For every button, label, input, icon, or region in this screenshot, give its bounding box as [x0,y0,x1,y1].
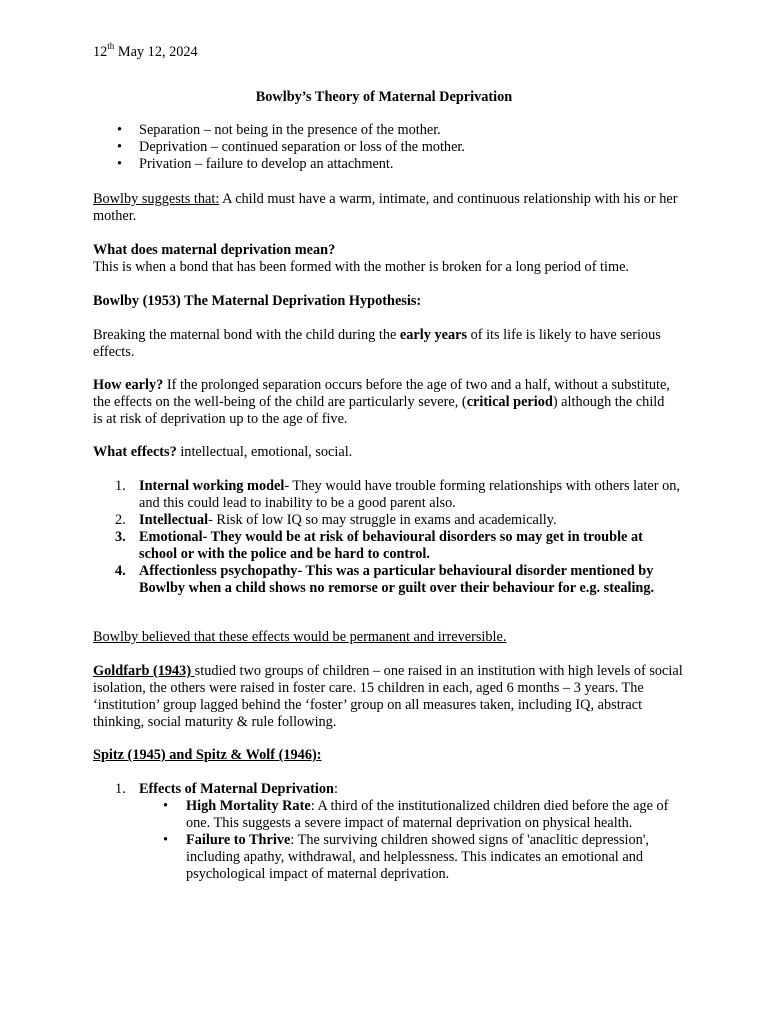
how-early-text: If the prolonged separation occurs before the age of two and a half, without a substitute, the effects on the well-being of the child are particularly severe, ( [93,377,670,410]
date-rest: May 12, 2024 [114,44,198,60]
spitz-list-colon: : [333,781,338,797]
bowlby-suggests-paragraph [93,191,683,225]
spitz-heading [93,747,683,764]
list-item [93,563,683,597]
date-day: 12 [93,44,108,60]
effects-text: intellectual, emotional, social. [176,444,353,460]
effect-description: - They would have trouble forming relationships with others later on, and this could lead to inability to be a good parent also. [139,478,680,511]
effect-description: - This was a particular behavioural disorder mentioned by Bowlby when a child shows no remorse or guilt over their behaviour for e.g. stealing. [139,563,655,596]
effect-title: Emotional [139,529,203,545]
effect-title: Intellectual [139,512,209,528]
sublist-item-title: High Mortality Rate [186,798,311,814]
date-suffix: th [107,41,115,52]
list-item: • Separation – not being in the presence of the mother. [93,122,465,139]
list-number: 4. [115,563,126,579]
effect-description: - Risk of low IQ so may struggle in exams and academically. [208,512,557,528]
list-item [93,478,683,512]
effect-title: Internal working model [139,478,285,494]
breaking-paragraph [93,327,673,361]
breaking-text-before: Breaking the maternal bond with the child during the [93,327,400,343]
list-item: • Deprivation – continued separation or loss of the mother. [93,139,465,156]
effect-description: - They would be at risk of behavioural disorders so may get in trouble at school or with the police and be hard to control. [139,529,643,562]
effects-question: What effects? [93,444,177,460]
goldfarb-text: studied two groups of children – one raised in an institution with high levels of social isolation, the others were raised in foster care. 15 children in each, aged 6 months – 3 years. The ‘institution’ group lagged behind the ‘foster’ group on all measures taken, including IQ, abstract thinking, social maturity & rule following. [93,663,683,730]
sublist-item-text: : The surviving children showed signs of 'anaclitic depression', including apathy, withdrawal, and helplessness. This indicates an emotional and psychological impact of maternal deprivation. [186,832,649,882]
goldfarb-paragraph [93,663,683,731]
breaking-bold: early years [399,327,468,343]
meaning-answer: This is when a bond that has been formed with the mother is broken for a long period of time. [93,259,630,275]
list-number: 1. [115,781,126,797]
spitz-heading-text: Spitz (1945) and Spitz & Wolf (1946): [93,747,322,763]
suggests-label: Bowlby suggests that: [93,191,220,207]
sublist-item-title: Failure to Thrive [186,832,291,848]
list-item: • Privation – failure to develop an attachment. [93,156,465,173]
list-item [139,832,683,883]
how-early-after: ) although the child is at risk of deprivation up to the age of five. [93,394,665,427]
goldfarb-label: Goldfarb (1943) [93,663,195,679]
spitz-list [93,781,683,883]
meaning-question-text: What does maternal deprivation mean? [93,242,336,258]
suggests-text: A child must have a warm, intimate, and continuous relationship with his or her mother. [93,191,678,224]
list-item [93,529,683,563]
effect-title: Affectionless psychopathy [139,563,298,579]
hypothesis-heading-text: Bowlby (1953) The Maternal Deprivation Hypothesis: [93,293,422,309]
how-early-question: How early? [93,377,164,393]
spitz-sublist [139,798,683,883]
list-number: 1. [115,478,126,494]
breaking-text-after: of its life is likely to have serious effects. [93,327,661,360]
list-item [139,798,683,832]
effects-list [93,478,683,597]
spitz-list-title: Effects of Maternal Deprivation [139,781,334,797]
hypothesis-heading [93,293,683,310]
sublist-item-text: : A third of the institutionalized children died before the age of one. This suggests a severe impact of maternal deprivation on physical health. [186,798,669,831]
list-item [93,512,683,529]
list-item [93,781,683,883]
meaning-question [93,242,683,259]
effects-paragraph [93,444,683,461]
believed-paragraph [93,629,683,646]
list-number: 3. [115,529,126,545]
believed-text: Bowlby believed that these effects would be permanent and irreversible. [93,629,507,645]
critical-period-bold: critical period [466,394,553,410]
how-early-paragraph [93,377,673,428]
document-date [93,41,198,61]
document-title: Bowlby’s Theory of Maternal Deprivation [255,89,513,105]
list-number: 2. [115,512,126,528]
definitions-list [93,122,465,173]
